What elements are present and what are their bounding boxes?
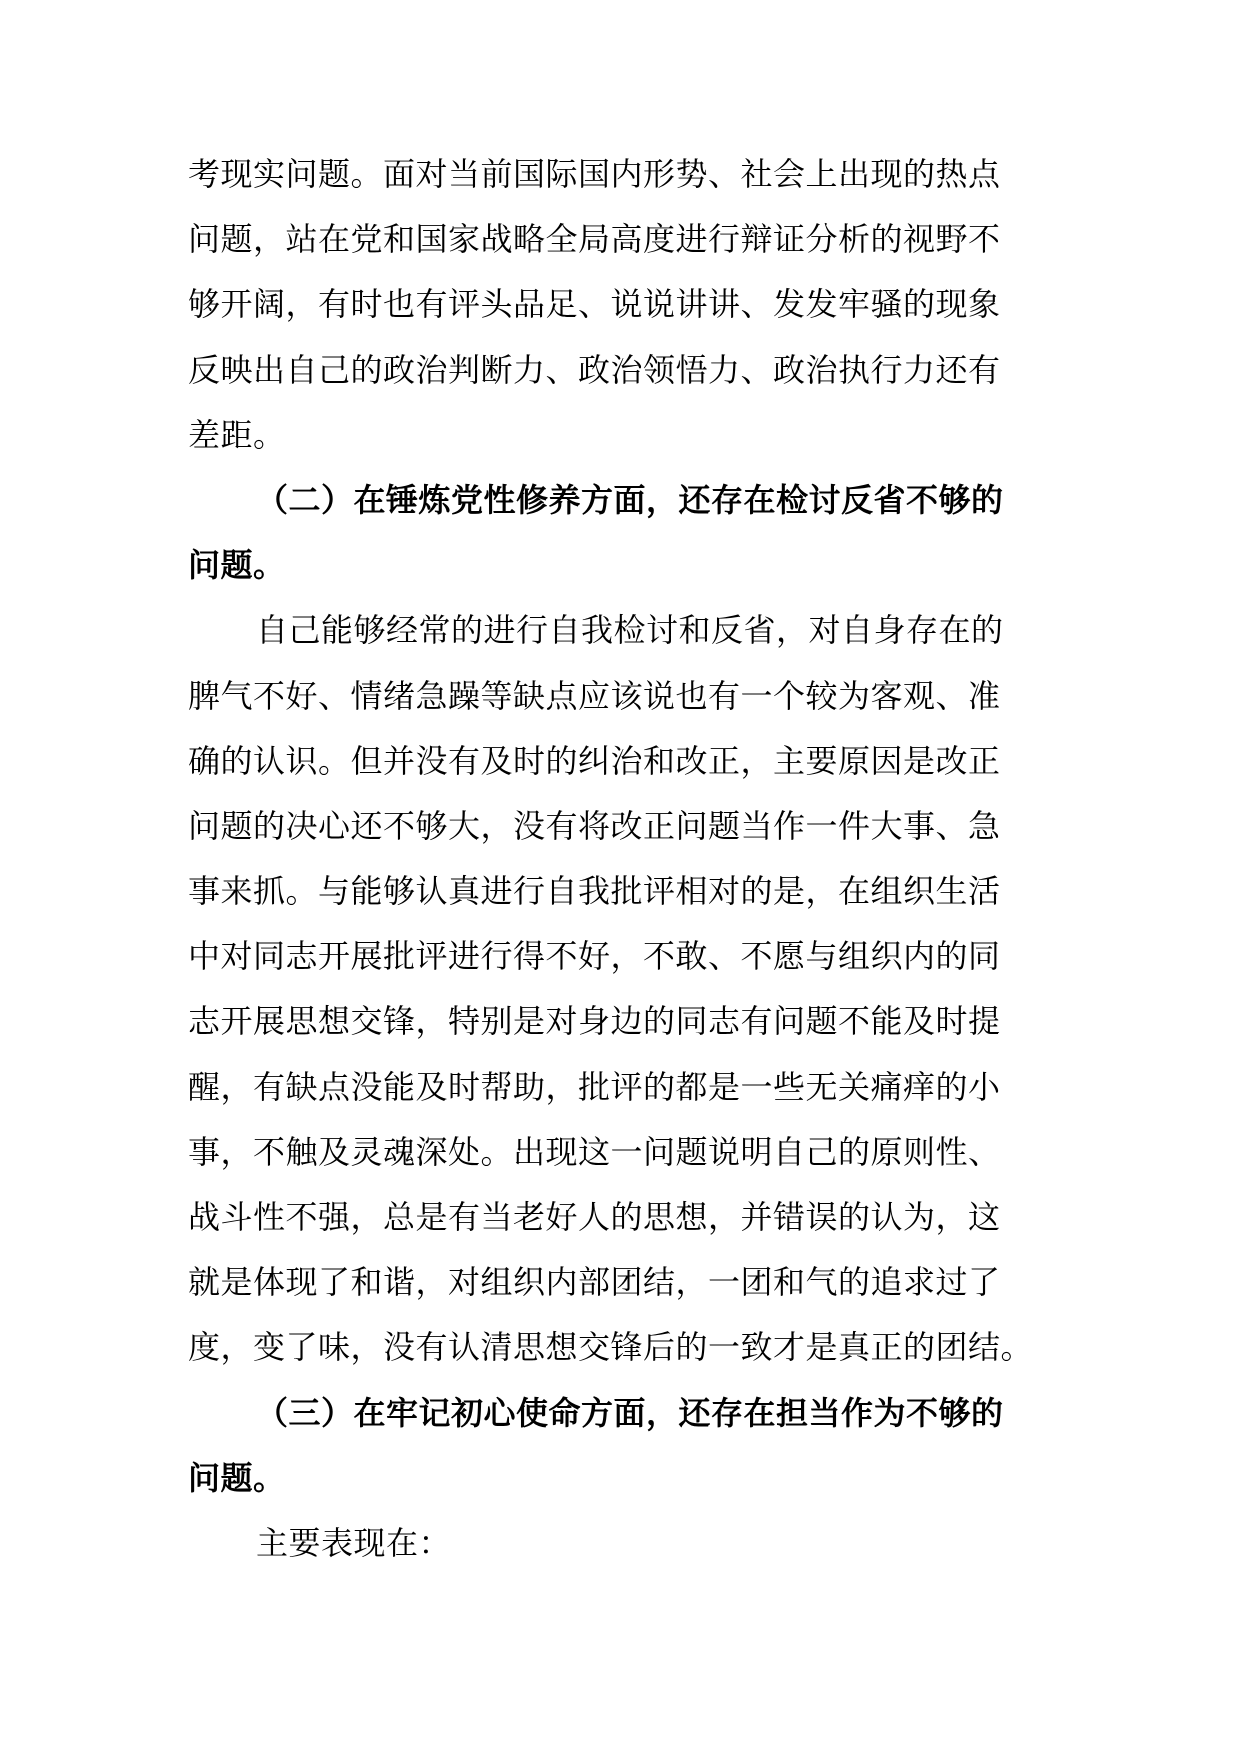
text-line: 自己能够经常的进行自我检讨和反省，对自身存在的 [256,611,1004,650]
text-line: 度，变了味，没有认清思想交锋后的一致才是真正的团结。 [188,1328,1034,1367]
text-line: 事来抓。与能够认真进行自我批评相对的是，在组织生活 [188,872,1001,911]
paragraph-1 [188,142,1056,468]
text-line: 战斗性不强，总是有当老好人的思想，并错误的认为，这 [188,1198,1001,1236]
text-line: 考现实问题。面对当前国际国内形势、社会上出现的热点 [188,155,1001,193]
text-line: 事，不触及灵魂深处。出现这一问题说明自己的原则性、 [188,1132,1001,1171]
text-line: 志开展思想交锋，特别是对身边的同志有问题不能及时提 [188,1002,1001,1041]
heading-line: （二）在锤炼党性修养方面，还存在检讨反省不够的 [256,480,1004,519]
text-line: 就是体现了和谐，对组织内部团结，一团和气的追求过了 [188,1263,1001,1302]
text-line: 问题，站在党和国家战略全局高度进行辩证分析的视野不 [188,220,1001,259]
heading-line: （三）在牢记初心使命方面，还存在担当作为不够的 [256,1393,1004,1432]
text-line: 确的认识。但并没有及时的纠治和改正，主要原因是改正 [188,741,1001,780]
text-line: 反映出自己的政治判断力、政治领悟力、政治执行力还有 [188,350,1001,389]
heading-line: 问题。 [188,1458,286,1497]
text-line: 脾气不好、情绪急躁等缺点应该说也有一个较为客观、准 [188,676,1001,715]
text-line: 问题的决心还不够大，没有将改正问题当作一件大事、急 [188,806,1001,845]
text-line: 够开阔，有时也有评头品足、说说讲讲、发发牢骚的现象 [188,285,1001,324]
text-line: 醒，有缺点没能及时帮助，批评的都是一些无关痛痒的小 [188,1067,1001,1106]
text-line: 中对同志开展批评进行得不好，不敢、不愿与组织内的同 [188,937,1001,976]
text-line: 差距。 [188,415,286,454]
paragraph-3 [188,1511,1056,1576]
section-heading-2 [188,468,1056,598]
heading-line: 问题。 [188,546,286,585]
paragraph-2 [188,598,1056,1380]
section-heading-3 [188,1381,1056,1511]
text-line: 主要表现在： [256,1523,452,1562]
document-body [188,142,1056,1576]
